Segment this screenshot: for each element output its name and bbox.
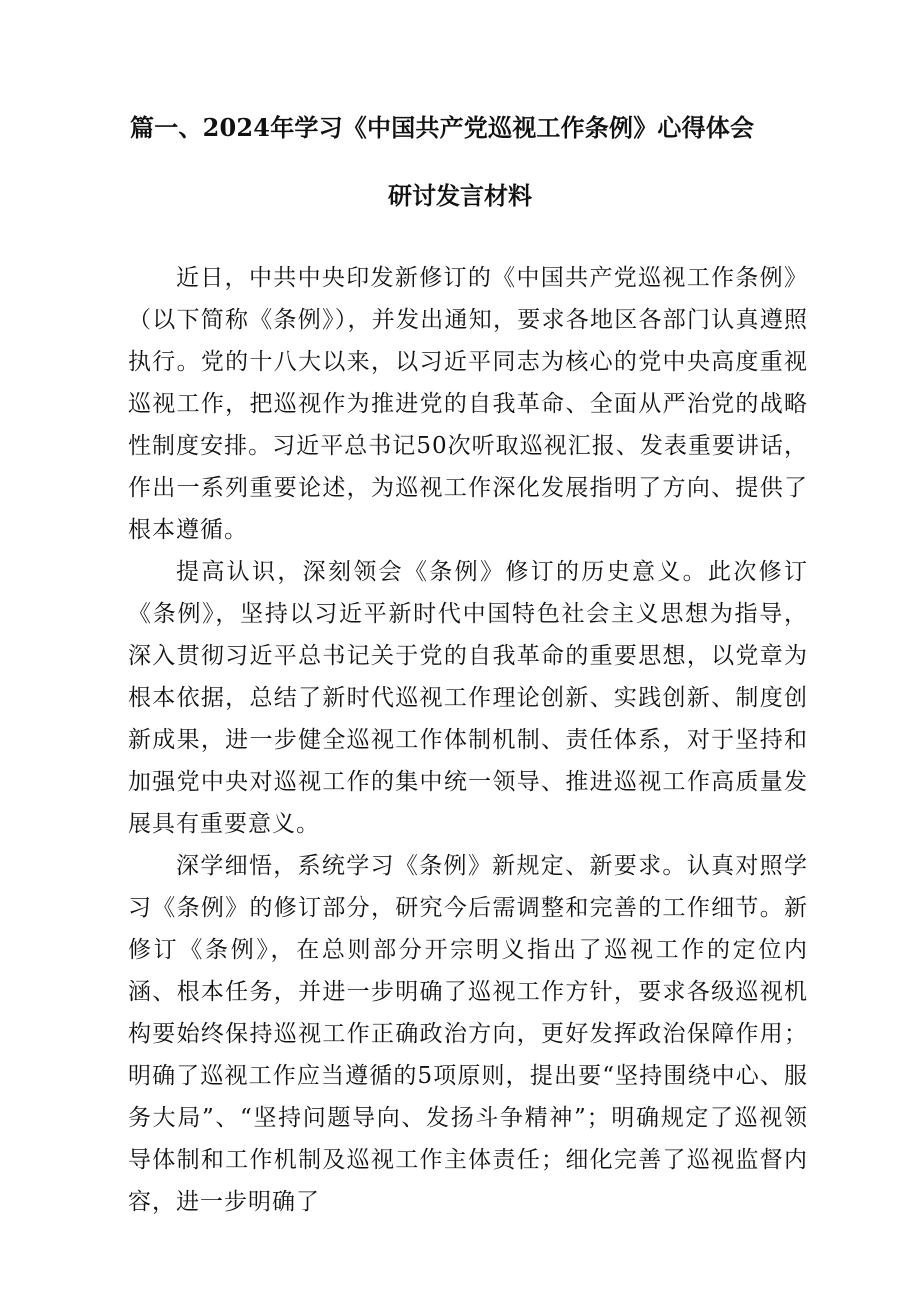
paragraph-requirements: 深学细悟，系统学习《条例》新规定、新要求。认真对照学习《条例》的修订部分，研究今后需调整和完善的工作细节。新修订《条例》，在总则部分开宗明义指出了巡视工作的定位内涵、根本任务，并进一步明确了巡视工作方针，要求各级巡视机构要始终保持巡视工作正确政治方向，更好发挥政治保障作用；明确了巡视工作应当遵循的5项原则，提出要“坚持围绕中心、服务大局”、“坚持问题导向、发扬斗争精神”；明确规定了巡视领导体制和工作机制及巡视工作主体责任；细化完善了巡视监督内容，进一步明确了 <box>128 853 808 1215</box>
paragraph-intro: 近日，中共中央印发新修订的《中国共产党巡视工作条例》（以下简称《条例》），并发出通知，要求各地区各部门认真遵照执行。党的十八大以来，以习近平同志为核心的党中央高度重视巡视工作，把巡视作为推进党的自我革命、全面从严治党的战略性制度安排。习近平总书记50次听取巡视汇报、发表重要讲话，作出一系列重要论述，为巡视工作深化发展指明了方向、提供了根本遵循。 <box>128 265 808 543</box>
document-subtitle: 研讨发言材料 <box>388 181 532 210</box>
paragraph-significance: 提高认识，深刻领会《条例》修订的历史意义。此次修订《条例》，坚持以习近平新时代中国特色社会主义思想为指导，深入贯彻习近平总书记关于党的自我革命的重要思想，以党章为根本依据，总结了新时代巡视工作理论创新、实践创新、制度创新成果，进一步健全巡视工作体制机制、责任体系，对于坚持和加强党中央对巡视工作的集中统一领导、推进巡视工作高质量发展具有重要意义。 <box>128 559 808 837</box>
document-body <box>128 257 808 1223</box>
document-title: 篇一、2024年学习《中国共产党巡视工作条例》心得体会 <box>130 113 755 142</box>
